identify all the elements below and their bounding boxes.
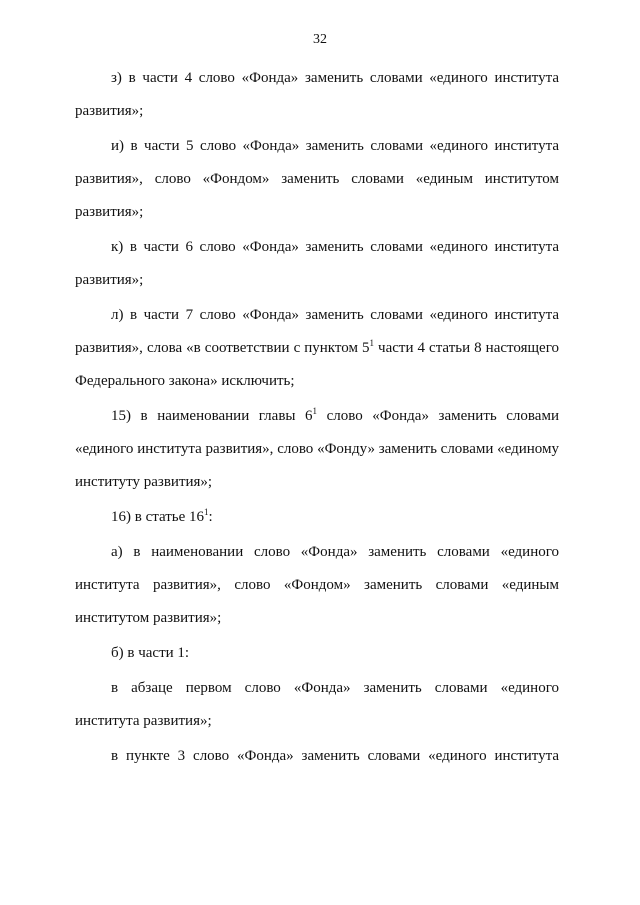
text-line: институтом развития»; bbox=[75, 610, 222, 626]
superscript: 1 bbox=[369, 338, 374, 348]
text-fragment: развития», слова «в соответствии с пунктом 5 bbox=[75, 340, 370, 356]
text-fragment: части 4 статьи 8 настоящего bbox=[374, 340, 559, 356]
text-fragment: 15) в наименовании главы 6 bbox=[111, 408, 313, 424]
text-line: з) в части 4 слово «Фонда» заменить словами «единого института bbox=[111, 70, 559, 86]
page-number: 32 bbox=[313, 32, 327, 47]
text-fragment: 16) в статье 16 bbox=[111, 509, 205, 525]
text-line: развития»; bbox=[75, 204, 144, 220]
text-line: а) в наименовании слово «Фонда» заменить словами «единого bbox=[111, 544, 559, 560]
text-fragment: слово «Фонда» заменить словами bbox=[317, 408, 559, 424]
superscript: 1 bbox=[312, 406, 318, 416]
text-line: л) в части 7 слово «Фонда» заменить словами «единого института bbox=[111, 307, 559, 323]
text-line: к) в части 6 слово «Фонда» заменить словами «единого института bbox=[111, 239, 559, 255]
text-line: институту развития»; bbox=[75, 474, 213, 490]
text-line: Федерального закона» исключить; bbox=[75, 373, 295, 389]
text-line bbox=[75, 407, 559, 426]
text-line: «единого института развития», слово «Фонду» заменить словами «единому bbox=[75, 441, 559, 457]
text-line: и) в части 5 слово «Фонда» заменить словами «единого института bbox=[111, 138, 559, 154]
text-line: б) в части 1: bbox=[111, 645, 190, 661]
superscript: 1 bbox=[204, 507, 209, 517]
text-line: развития»; bbox=[75, 103, 144, 119]
text-line: института развития»; bbox=[75, 713, 212, 729]
text-line bbox=[75, 508, 559, 527]
text-line bbox=[75, 339, 559, 358]
text-line: в пункте 3 слово «Фонда» заменить словами «единого института bbox=[111, 748, 559, 764]
text-line: института развития», слово «Фондом» заменить словами «единым bbox=[75, 577, 559, 593]
document-body bbox=[75, 69, 559, 766]
text-line: развития»; bbox=[75, 272, 144, 288]
text-line: в абзаце первом слово «Фонда» заменить словами «единого bbox=[111, 680, 559, 696]
text-line: развития», слово «Фондом» заменить словами «единым институтом bbox=[75, 171, 559, 187]
text-fragment: : bbox=[208, 509, 213, 525]
